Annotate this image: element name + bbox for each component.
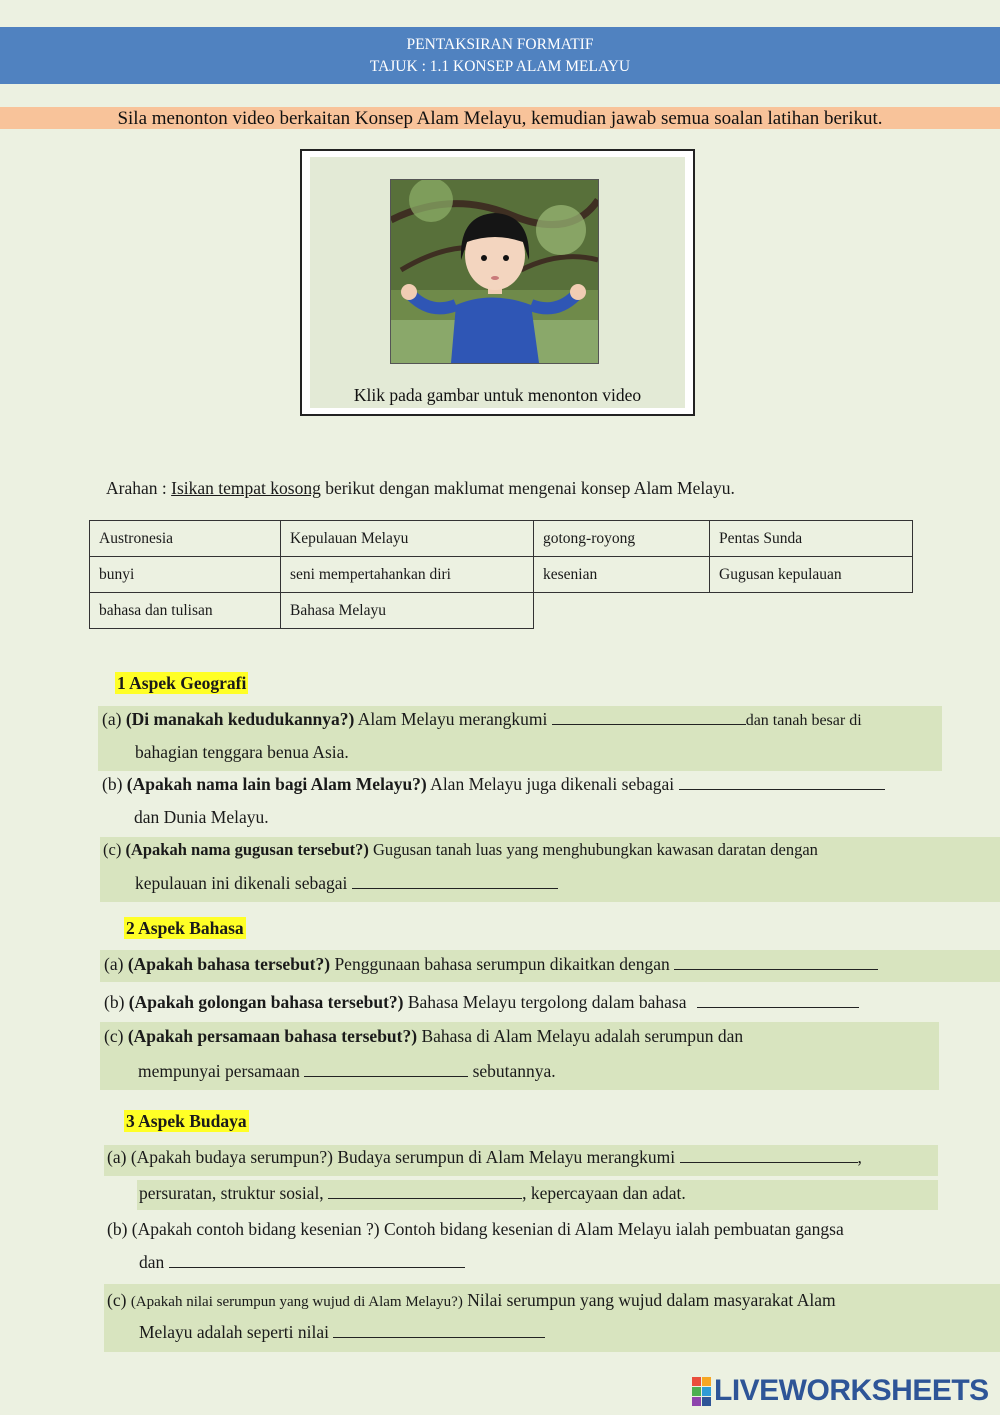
question-1a-cont: bahagian tenggara benua Asia. bbox=[135, 742, 349, 762]
question-1b-cont: dan Dunia Melayu. bbox=[134, 807, 269, 827]
question-prompt: (Apakah nilai serumpun yang wujud di Alam Melayu?) bbox=[130, 1294, 463, 1310]
answer-blank[interactable] bbox=[679, 775, 885, 790]
question-1a bbox=[102, 708, 862, 732]
question-1b bbox=[102, 773, 885, 795]
directions bbox=[106, 478, 735, 499]
question-text: Bahasa di Alam Melayu adalah serumpun dan bbox=[417, 1026, 744, 1046]
word-bank-cell: kesenian bbox=[534, 557, 710, 593]
question-2b bbox=[104, 991, 859, 1013]
instruction-banner: Sila menonton video berkaitan Konsep Alam Melayu, kemudian jawab semua soalan latihan berikut. bbox=[0, 107, 1000, 129]
question-text: kepulauan ini dikenali sebagai bbox=[135, 873, 352, 893]
answer-blank[interactable] bbox=[333, 1323, 545, 1338]
question-3c-cont bbox=[139, 1321, 545, 1343]
question-text: Nilai serumpun yang wujud dalam masyarakat Alam bbox=[462, 1290, 836, 1310]
question-text: Melayu adalah seperti nilai bbox=[139, 1322, 334, 1342]
table-row bbox=[90, 521, 913, 557]
question-text: (Apakah contoh bidang kesenian ?) Contoh bidang kesenian di Alam Melayu ialah pembuatan gangsa bbox=[131, 1219, 844, 1239]
logo-mark-icon bbox=[692, 1377, 711, 1406]
answer-blank[interactable] bbox=[674, 955, 878, 970]
directions-suffix: berikut dengan maklumat mengenai konsep Alam Melayu. bbox=[320, 478, 735, 498]
video-panel[interactable] bbox=[310, 157, 685, 408]
word-bank-cell: gotong-royong bbox=[534, 521, 710, 557]
question-3a bbox=[107, 1146, 862, 1168]
question-text: persuratan, struktur sosial, bbox=[139, 1183, 329, 1203]
word-bank-empty bbox=[534, 593, 913, 629]
question-label: (b) bbox=[107, 1219, 128, 1239]
question-label: (b) bbox=[104, 992, 125, 1012]
question-text: dan tanah besar di bbox=[745, 712, 862, 729]
question-3b bbox=[107, 1218, 844, 1240]
question-label: (a) bbox=[104, 954, 124, 974]
question-text: sebutannya. bbox=[468, 1061, 556, 1081]
question-label: (a) bbox=[107, 1147, 127, 1167]
liveworksheets-logo[interactable] bbox=[692, 1374, 989, 1408]
question-prompt: (Apakah bahasa tersebut?) bbox=[127, 954, 331, 974]
answer-blank[interactable] bbox=[328, 1184, 522, 1199]
word-bank-table bbox=[89, 520, 913, 629]
answer-blank[interactable] bbox=[352, 874, 558, 889]
question-text: Bahasa Melayu tergolong dalam bahasa bbox=[403, 992, 691, 1012]
video-box[interactable] bbox=[300, 149, 695, 416]
section-title-budaya: 3 Aspek Budaya bbox=[126, 1111, 247, 1131]
answer-blank[interactable] bbox=[169, 1253, 465, 1268]
word-bank-cell: bunyi bbox=[90, 557, 281, 593]
question-prompt: (Apakah persamaan bahasa tersebut?) bbox=[127, 1026, 418, 1046]
question-text: dan bbox=[139, 1252, 169, 1272]
directions-prefix: Arahan : bbox=[106, 478, 172, 498]
question-2c-cont bbox=[138, 1060, 556, 1082]
question-text: Alan Melayu juga dikenali sebagai bbox=[426, 774, 679, 794]
video-caption: Klik pada gambar untuk menonton video bbox=[353, 385, 642, 405]
question-text: (Apakah budaya serumpun?) Budaya serumpun di Alam Melayu merangkumi bbox=[130, 1147, 680, 1167]
question-label: (a) bbox=[102, 709, 122, 729]
table-row bbox=[90, 557, 913, 593]
video-thumbnail[interactable] bbox=[390, 179, 599, 364]
question-text: Alam Melayu merangkumi bbox=[354, 709, 552, 729]
question-text: mempunyai persamaan bbox=[138, 1061, 305, 1081]
question-label: (c) bbox=[104, 1026, 124, 1046]
answer-blank[interactable] bbox=[697, 993, 859, 1008]
question-2a bbox=[104, 953, 878, 975]
question-1c bbox=[103, 839, 818, 861]
header-title: PENTAKSIRAN FORMATIF bbox=[406, 36, 594, 53]
question-3c bbox=[107, 1289, 836, 1313]
word-bank-cell: seni mempertahankan diri bbox=[281, 557, 534, 593]
word-bank-cell: Kepulauan Melayu bbox=[281, 521, 534, 557]
question-prompt: (Apakah nama lain bagi Alam Melayu?) bbox=[126, 774, 427, 794]
question-prompt: (Apakah nama gugusan tersebut?) bbox=[125, 840, 369, 859]
question-text: , bbox=[857, 1147, 862, 1167]
word-bank-cell: Gugusan kepulauan bbox=[710, 557, 913, 593]
question-text: Gugusan tanah luas yang menghubungkan kawasan daratan dengan bbox=[368, 840, 818, 859]
question-label: (c) bbox=[103, 840, 122, 859]
question-text: Penggunaan bahasa serumpun dikaitkan dengan bbox=[330, 954, 675, 974]
word-bank-cell: Bahasa Melayu bbox=[281, 593, 534, 629]
answer-blank[interactable] bbox=[552, 710, 746, 725]
word-bank-cell: Austronesia bbox=[90, 521, 281, 557]
page-header bbox=[0, 27, 1000, 84]
word-bank-cell: bahasa dan tulisan bbox=[90, 593, 281, 629]
section-title-bahasa: 2 Aspek Bahasa bbox=[126, 918, 244, 938]
question-2c bbox=[104, 1025, 743, 1047]
header-topic: TAJUK : 1.1 KONSEP ALAM MELAYU bbox=[369, 58, 631, 75]
question-3b-cont bbox=[139, 1251, 465, 1273]
question-prompt: (Di manakah kedudukannya?) bbox=[125, 709, 355, 729]
question-label: (c) bbox=[107, 1290, 127, 1310]
directions-underlined: Isikan tempat kosong bbox=[171, 478, 321, 498]
question-prompt: (Apakah golongan bahasa tersebut?) bbox=[128, 992, 404, 1012]
section-title-geografi: 1 Aspek Geografi bbox=[117, 673, 247, 693]
question-3a-cont bbox=[139, 1182, 686, 1204]
table-row bbox=[90, 593, 913, 629]
question-label: (b) bbox=[102, 774, 123, 794]
question-text: , kepercayaan dan adat. bbox=[522, 1183, 686, 1203]
answer-blank[interactable] bbox=[680, 1148, 858, 1163]
question-1c-cont bbox=[135, 872, 558, 894]
answer-blank[interactable] bbox=[304, 1062, 468, 1077]
logo-text: LIVEWORKSHEETS bbox=[714, 1374, 989, 1407]
word-bank-cell: Pentas Sunda bbox=[710, 521, 913, 557]
